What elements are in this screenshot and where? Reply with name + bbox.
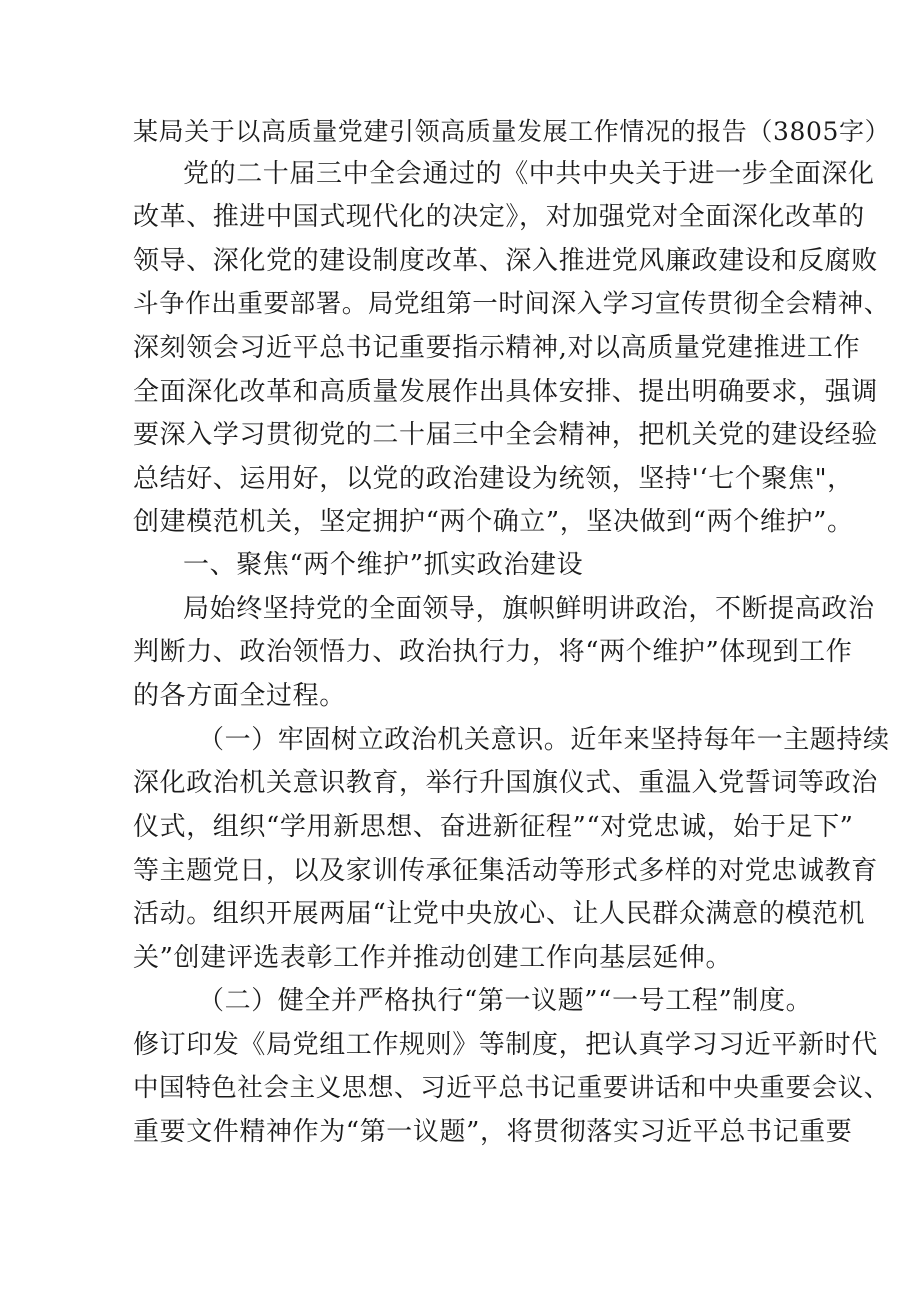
paragraph-line: 要深入学习贯彻党的二十届三中全会精神，把机关党的建设经验 bbox=[133, 420, 878, 450]
paragraph-line: 深刻领会习近平总书记重要指示精神,对以高质量党建推进工作 bbox=[133, 333, 861, 363]
paragraph-line: 全面深化改革和高质量发展作出具体安排、提出明确要求，强调 bbox=[133, 377, 878, 407]
paragraph-line: 斗争作出重要部署。局党组第一时间深入学习宣传贯彻全会精神、 bbox=[133, 289, 890, 319]
section-heading: 一、聚焦“两个维护”抓实政治建设 bbox=[183, 550, 584, 580]
paragraph-line: 等主题党日，以及家训传承征集活动等形式多样的对党忠诚教育 bbox=[133, 856, 878, 886]
paragraph-line: 的各方面全过程。 bbox=[133, 681, 346, 711]
paragraph-line: 判断力、政治领悟力、政治执行力，将“两个维护”体现到工作 bbox=[133, 637, 853, 667]
paragraph-line: 党的二十届三中全会通过的《中共中央关于进一步全面深化 bbox=[183, 159, 875, 189]
paragraph-line: 中国特色社会主义思想、习近平总书记重要讲话和中央重要会议、 bbox=[133, 1073, 890, 1103]
paragraph-line: 改革、推进中国式现代化的决定》，对加强党对全面深化改革的 bbox=[133, 202, 865, 232]
paragraph-line: 重要文件精神作为“第一议题”，将贯彻落实习近平总书记重要 bbox=[133, 1117, 853, 1147]
paragraph-line: 领导、深化党的建设制度改革、深入推进党风廉政建设和反腐败 bbox=[133, 246, 878, 276]
paragraph-line: 关”创建评选表彰工作并推动创建工作向基层延伸。 bbox=[133, 943, 733, 973]
paragraph-line: 总结好、运用好，以党的政治建设为统领，坚持'‘七个聚焦"， bbox=[133, 464, 854, 494]
subsection-line: （二）健全并严格执行“第一议题”“一号工程”制度。 bbox=[198, 986, 813, 1016]
paragraph-line: 仪式，组织“学用新思想、奋进新征程”“对党忠诚，始于足下” bbox=[133, 812, 854, 842]
paragraph-line: 深化政治机关意识教育，举行升国旗仪式、重温入党誓词等政治 bbox=[133, 768, 878, 798]
paragraph-line: 修订印发《局党组工作规则》等制度，把认真学习习近平新时代 bbox=[133, 1030, 878, 1060]
subsection-line: （一）牢固树立政治机关意识。近年来坚持每年一主题持续 bbox=[198, 725, 890, 755]
paragraph-line: 局始终坚持党的全面领导，旗帜鲜明讲政治，不断提高政治 bbox=[183, 594, 875, 624]
document-title: 某局关于以高质量党建引领高质量发展工作情况的报告（3805字） bbox=[133, 117, 891, 146]
paragraph-line: 活动。组织开展两届“让党中央放心、让人民群众满意的模范机 bbox=[133, 899, 866, 929]
paragraph-line: 创建模范机关，坚定拥护“两个确立”，坚决做到“两个维护”。 bbox=[133, 507, 854, 537]
